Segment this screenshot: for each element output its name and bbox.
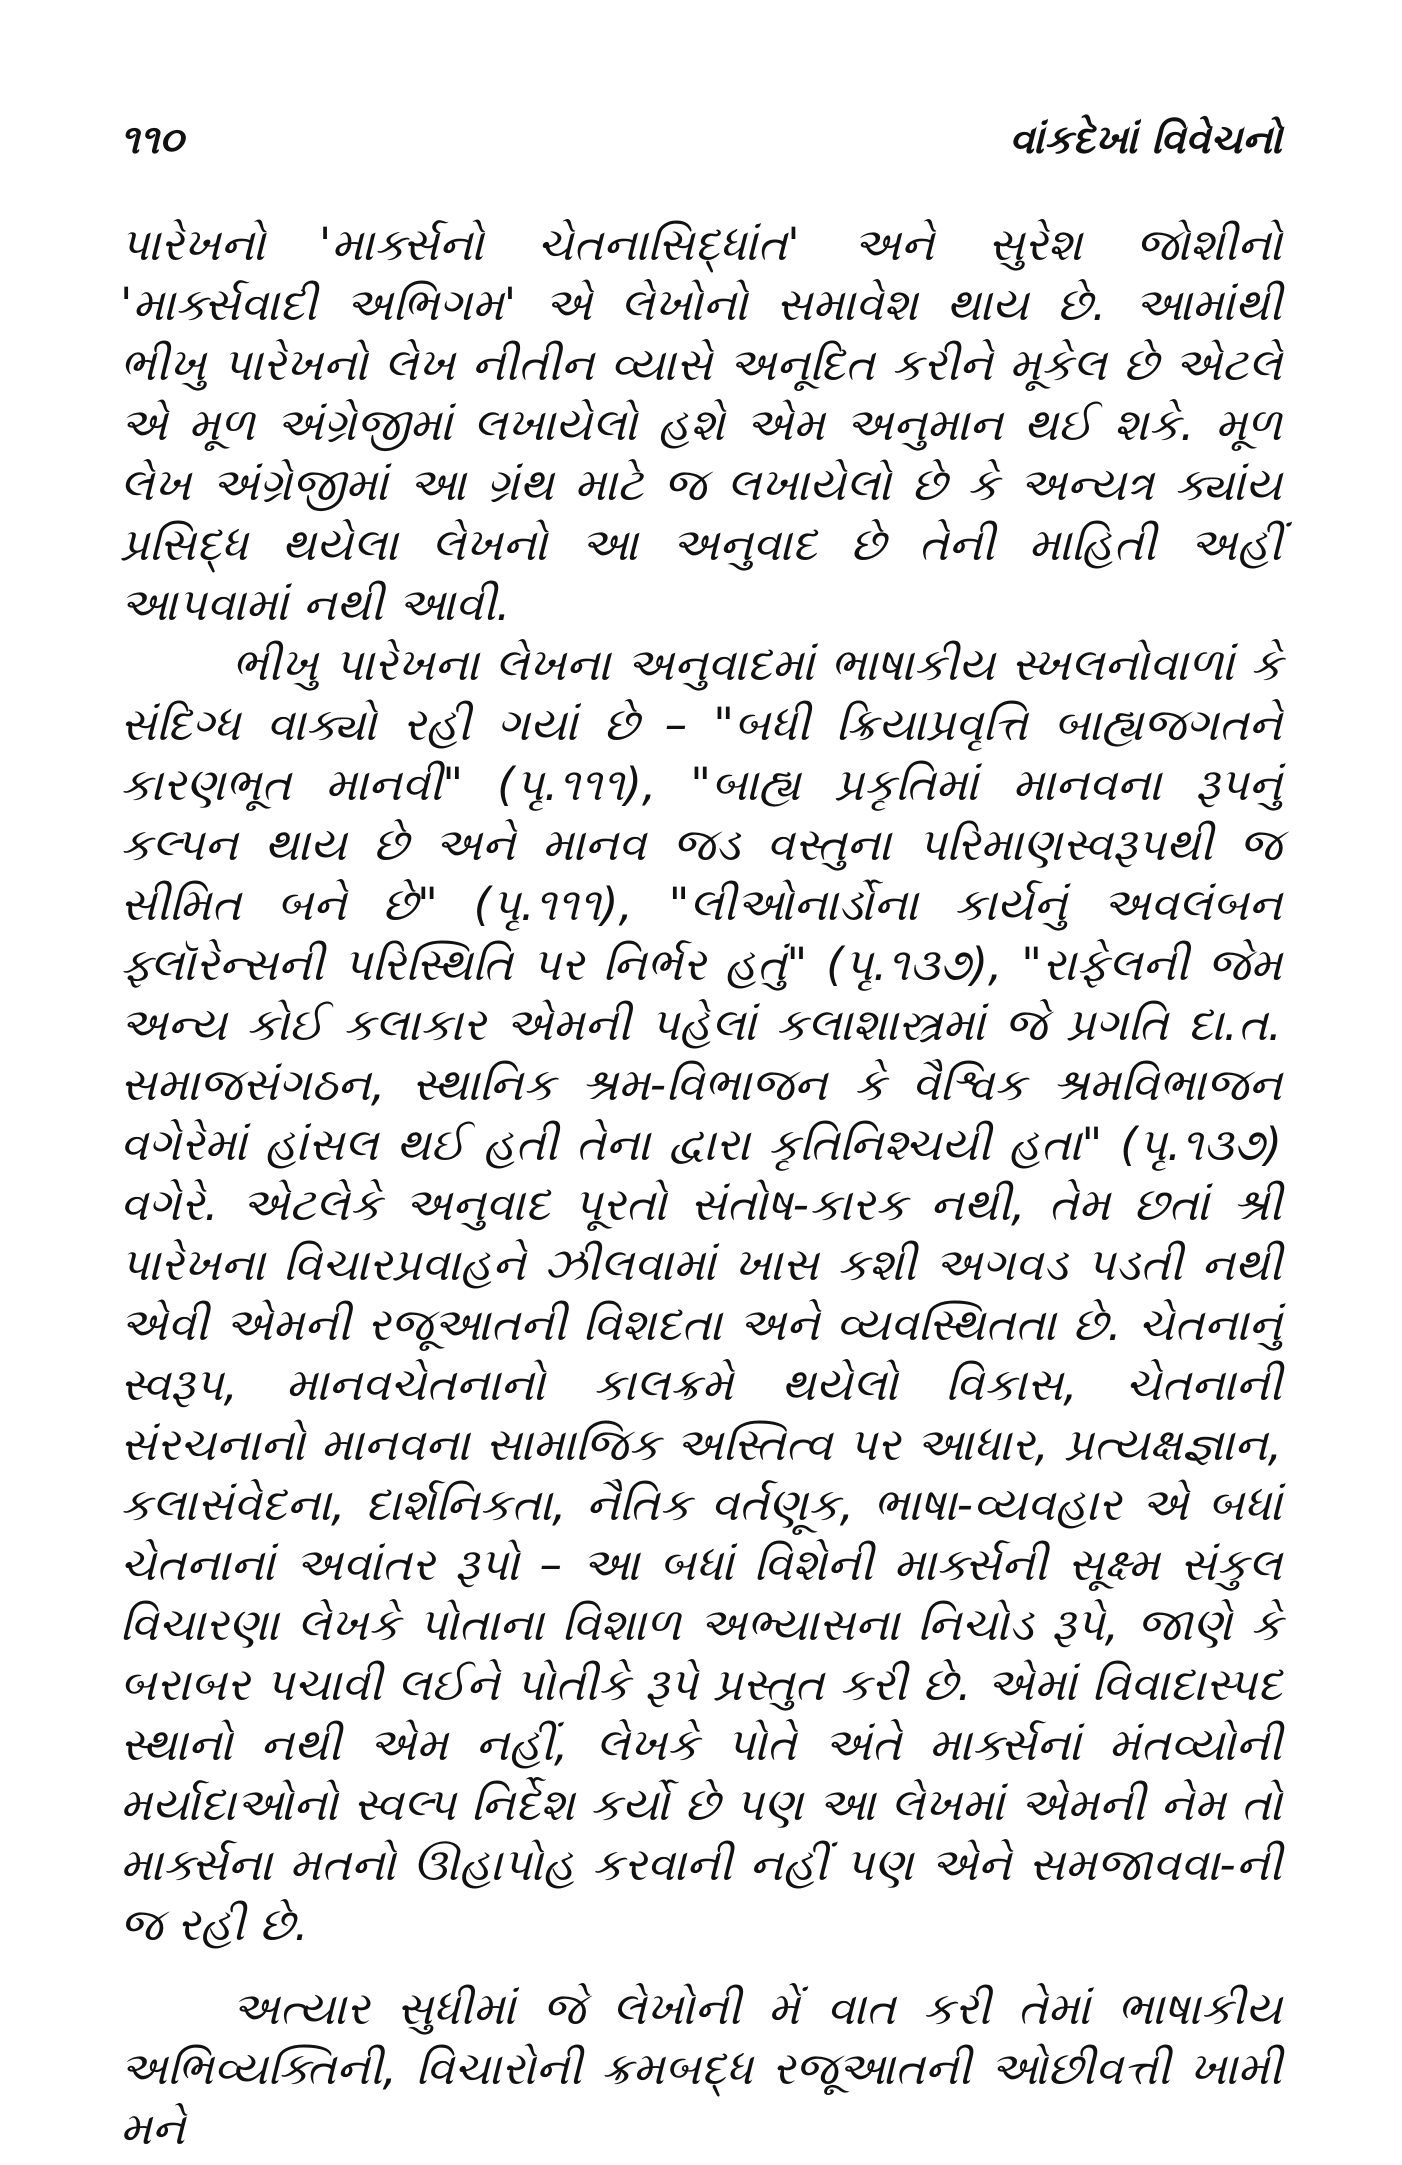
body-text: [120, 215, 1282, 2159]
running-title: વાંકદેખાં વિવેચનો: [1009, 117, 1282, 163]
paragraph-2: ભીખુ પારેખના લેખના અનુવાદમાં ભાષાકીય સ્ખલનોવાળાં કે સંદિગ્ધ વાક્યો રહી ગયાં છે – "બધી ક્રિયાપ્રવૃત્તિ બાહ્યજગતને કારણભૂત માનવી" (પૃ.૧૧૧), "બાહ્ય પ્રકૃતિમાં માનવના રૂપનું કલ્પન થાય છે અને માનવ જડ વસ્તુના પરિમાણસ્વરૂપથી જ સીમિત બને છે" (પૃ.૧૧૧), "લીઓનાર્ડોના કાર્યનું અવલંબન ફ્લૉરેન્સની પરિસ્થિતિ પર નિર્ભર હતું" (પૃ.૧૩૭), "રાફેલની જેમ અન્ય કોઈ કલાકાર એમની પહેલાં કલાશાસ્ત્રમાં જે પ્રગતિ દા.ત. સમાજસંગઠન, સ્થાનિક શ્રમ-વિભાજન કે વૈશ્વિક શ્રમવિભાજન વગેરેમાં હાંસલ થઈ હતી તેના દ્વારા કૃતિનિશ્ચયી હતા" (પૃ.૧૩૭) વગેરે. એટલેકે અનુવાદ પૂરતો સંતોષ-કારક નથી, તેમ છતાં શ્રી પારેખના વિચારપ્રવાહને ઝીલવામાં ખાસ કશી અગવડ પડતી નથી એવી એમની રજૂઆતની વિશદતા અને વ્યવસ્થિતતા છે. ચેતનાનું સ્વરૂપ, માનવચેતનાનો કાલક્રમે થયેલો વિકાસ, ચેતનાની સંરચનાનો માનવના સામાજિક અસ્તિત્વ પર આધાર, પ્રત્યક્ષજ્ઞાન, કલાસંવેદના, દાર્શનિકતા, નૈતિક વર્તણૂક, ભાષા-વ્યવહાર એ બધાં ચેતનાનાં અવાંતર રૂપો – આ બધાં વિશેની માર્ક્સની સૂક્ષ્મ સંકુલ વિચારણા લેખકે પોતાના વિશાળ અભ્યાસના નિચોડ રૂપે, જાણે કે બરાબર પચાવી લઈને પોતીકે રૂપે પ્રસ્તુત કરી છે. એમાં વિવાદાસ્પદ સ્થાનો નથી એમ નહીં, લેખકે પોતે અંતે માર્ક્સનાં મંતવ્યોની મર્યાદાઓનો સ્વલ્પ નિર્દેશ કર્યો છે પણ આ લેખમાં એમની નેમ તો માર્ક્સના મતનો ઊહાપોહ કરવાની નહીં પણ એને સમજાવવા-ની જ રહી છે.: [120, 638, 1282, 1951]
paragraph-3: અત્યાર સુધીમાં જે લેખોની મેં વાત કરી તેમાં ભાષાકીય અભિવ્યક્તિની, વિચારોની ક્રમબદ્ધ રજૂઆતની ઓછીવત્તી ખામી મને: [120, 1982, 1282, 2155]
running-header: [120, 105, 1282, 175]
paragraph-1: પારેખનો 'માર્ક્સનો ચેતનાસિદ્ધાંત' અને સુરેશ જોશીનો 'માર્ક્સવાદી અભિગમ' એ લેખોનો સમાવેશ થાય છે. આમાંથી ભીખુ પારેખનો લેખ નીતીન વ્યાસે અનૂદિત કરીને મૂકેલ છે એટલે એ મૂળ અંગ્રેજીમાં લખાયેલો હશે એમ અનુમાન થઈ શકે. મૂળ લેખ અંગ્રેજીમાં આ ગ્રંથ માટે જ લખાયેલો છે કે અન્યત્ર ક્યાંય પ્રસિદ્ધ થયેલા લેખનો આ અનુવાદ છે તેની માહિતી અહીં આપવામાં નથી આવી.: [120, 218, 1282, 631]
page-number: ૧૧૦: [120, 117, 184, 163]
